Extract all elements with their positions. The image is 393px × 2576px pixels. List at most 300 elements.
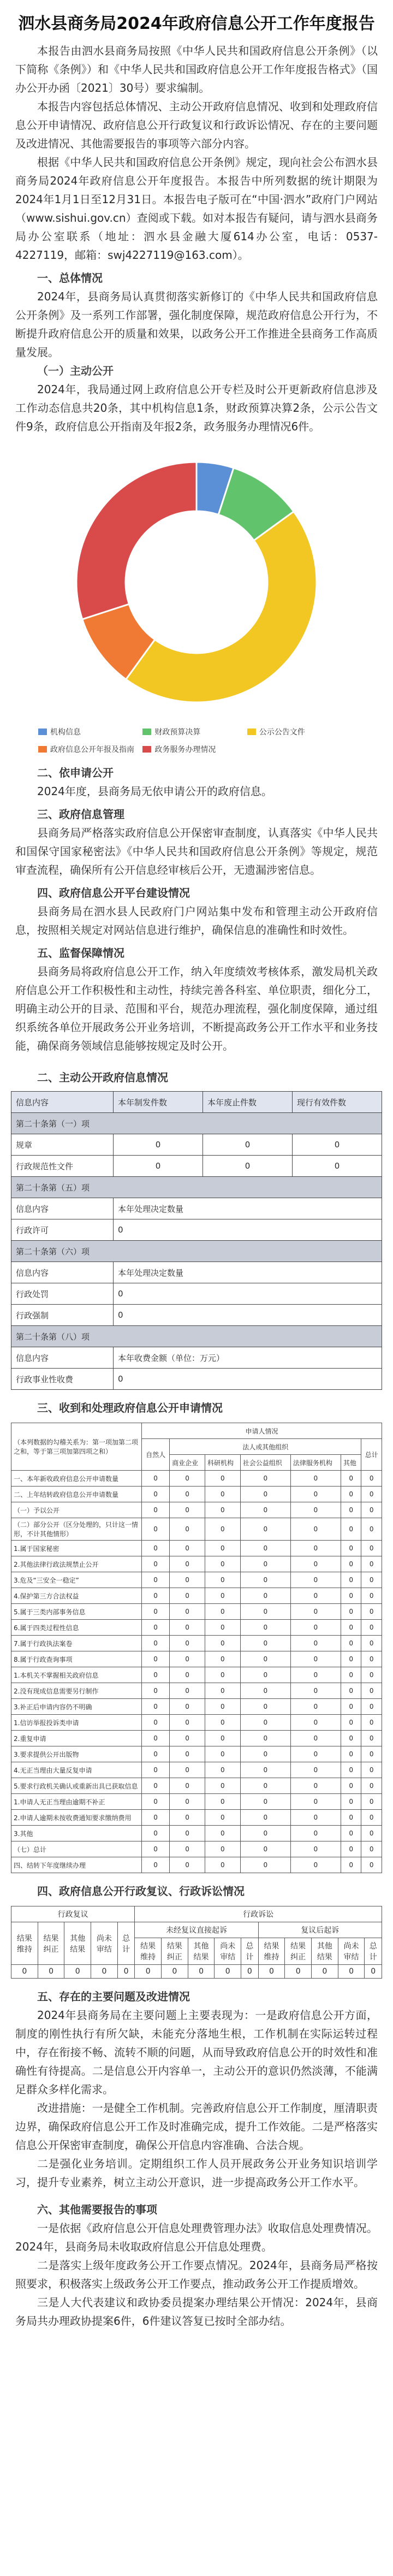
table-header-cell: （本列数据的勾稽关系为：第一项加第二项之和，等于第三项加第四项之和）	[11, 1423, 142, 1471]
intro-block	[0, 42, 393, 264]
table-cell: 0	[205, 1541, 240, 1556]
table-row-label: 5.属于三类内部事务信息	[11, 1604, 142, 1620]
table-header-cell: 自然人	[142, 1439, 170, 1471]
table-cell: 0	[341, 1556, 361, 1572]
table-header-cell: 本年制发件数	[113, 1092, 203, 1113]
other-text: 一是依据《政府信息公开信息处理费管理办法》收取信息处理费情况。2024年，县商务局未收取政府信息公开信息处理费。	[15, 2222, 378, 2253]
table-cell: 0	[290, 1651, 341, 1667]
table-cell: 0	[240, 1471, 290, 1487]
table-cell: 0	[142, 1826, 170, 1841]
table-cell: 0	[240, 1857, 290, 1873]
table-cell: 0	[205, 1518, 240, 1541]
table-row	[11, 1305, 382, 1326]
table-row-label: 1.信访举报投诉类申请	[11, 1715, 142, 1731]
table-cell: 0	[290, 1810, 341, 1826]
table-header-cell: 结果维持	[135, 1938, 162, 1965]
table-cell: 0	[240, 1826, 290, 1841]
table-cell: 0	[64, 1965, 91, 1979]
table-row	[11, 1857, 382, 1873]
table-cell: 0	[142, 1572, 170, 1588]
table-cell: 0	[142, 1588, 170, 1604]
table-header-cell: 未经复议直接起诉	[135, 1922, 258, 1938]
table-cell: 0	[170, 1541, 205, 1556]
table-cell: 0	[290, 1746, 341, 1762]
table-cell: 0	[290, 1683, 341, 1699]
table-row-label: 6.属于四类过程性信息	[11, 1620, 142, 1636]
table-cell: 0	[361, 1731, 382, 1746]
table-header-row	[11, 1092, 382, 1113]
table-header-cell: 尚未审结	[338, 1938, 365, 1965]
table-row	[11, 1667, 382, 1683]
table-cell: 0	[341, 1826, 361, 1841]
legend-item	[142, 744, 247, 755]
table-row	[11, 1487, 382, 1502]
table-row-label: 7.属于行政执法案卷	[11, 1636, 142, 1651]
table-cell: 0	[170, 1762, 205, 1778]
table-cell: 0	[142, 1715, 170, 1731]
table-cell: 0	[142, 1794, 170, 1810]
table-cell: 0	[170, 1636, 205, 1651]
table-header-cell: 社会公益组织	[240, 1455, 290, 1471]
table-cell: 0	[170, 1715, 205, 1731]
table1-title: 二、主动公开政府信息情况	[37, 1071, 168, 1084]
table-row	[11, 1762, 382, 1778]
table-cell: 0	[142, 1683, 170, 1699]
table-cell: 0	[170, 1471, 205, 1487]
pie-slice-政务服务办理情况	[76, 462, 196, 619]
section-mgmt: 三、政府信息管理	[37, 808, 124, 821]
table-group-cell: 第二十条第（一）项	[11, 1113, 382, 1134]
active-text: 2024年，我局通过网上政府信息公开专栏及时公开更新政府信息涉及工作动态信息共20条，其中机构信息1条，财政预算决算2条，公示公告文件9条，政府信息公开指南及年报2条，政务服务办理情况6件。	[15, 383, 378, 433]
legend-item	[142, 726, 247, 737]
table-cell: 0	[205, 1651, 240, 1667]
table-cell: 0	[285, 1965, 312, 1979]
table-cell: 0	[361, 1518, 382, 1541]
table-cell: 0	[290, 1556, 341, 1572]
table-header-cell: 商业企业	[170, 1455, 205, 1471]
table-cell: 行政事业性收费	[11, 1369, 114, 1390]
table-cell: 0	[290, 1620, 341, 1636]
table-group-cell: 第二十条第（五）项	[11, 1177, 382, 1198]
table-cell: 0	[361, 1762, 382, 1778]
table-cell: 0	[361, 1572, 382, 1588]
table-cell: 0	[290, 1857, 341, 1873]
table-cell: 0	[170, 1518, 205, 1541]
chart-legend	[38, 723, 355, 758]
table-cell: 0	[240, 1487, 290, 1502]
table-row	[11, 1219, 382, 1241]
oversight-text: 县商务局将政府信息公开工作，纳入年度绩效考核体系，激发局机关政府信息公开工作积极性和主动性，持续完善各科室、单位职责，细化分工，明确主动公开的目录、范围和平台，规范办理流程，强化制度保障，通过组织系统各单位开展政务公开业务培训，不断提高政务公开工作水平和业务技能，确保商务领域信息能够按规定及时公开。	[15, 965, 378, 1052]
table-header-cell: 其他	[341, 1455, 361, 1471]
table-header-cell: 总计	[117, 1922, 135, 1965]
table-cell: 0	[341, 1857, 361, 1873]
table-cell: 0	[361, 1746, 382, 1762]
table-cell: 0	[170, 1857, 205, 1873]
table-cell: 0	[341, 1699, 361, 1715]
table-cell: 0	[170, 1841, 205, 1857]
table-cell: 0	[341, 1572, 361, 1588]
table-row-label: 3.补正后申请内容仍不明确	[11, 1699, 142, 1715]
table-header-cell: 结果纠正	[162, 1938, 188, 1965]
table-row	[11, 1620, 382, 1636]
table-cell: 0	[361, 1651, 382, 1667]
table-row	[11, 1326, 382, 1347]
table-cell: 0	[170, 1556, 205, 1572]
table-cell: 0	[170, 1810, 205, 1826]
table-cell: 0	[241, 1965, 259, 1979]
table-cell: 0	[341, 1471, 361, 1487]
table-cell: 0	[341, 1841, 361, 1857]
table-cell: 0	[292, 1156, 382, 1177]
table-row-label: 2.申请人逾期未按收费通知要求缴纳费用	[11, 1810, 142, 1826]
table-header-row	[11, 1922, 382, 1938]
table-header-cell: 现行有效件数	[292, 1092, 382, 1113]
table-cell: 0	[240, 1556, 290, 1572]
table-cell: 0	[341, 1541, 361, 1556]
table-row	[11, 1134, 382, 1156]
table-header-cell: 尚未审结	[91, 1922, 118, 1965]
table-cell: 0	[170, 1487, 205, 1502]
table-cell: 0	[205, 1841, 240, 1857]
table-row-label: 二、上年结转政府信息公开申请数量	[11, 1487, 142, 1502]
table-row	[11, 1588, 382, 1604]
section-problems: 五、存在的主要问题及改进情况	[37, 1990, 190, 2003]
table-cell: 0	[341, 1778, 361, 1794]
table-cell: 0	[290, 1572, 341, 1588]
table-row	[11, 1471, 382, 1487]
table-row	[11, 1636, 382, 1651]
intro-paragraph-2: 本报告内容包括总体情况、主动公开政府信息情况、收到和处理政府信息公开申请情况、政府信息公开行政复议和行政诉讼情况、存在的主要问题及改进情况、其他需要报告的事项等六部分内容。	[15, 100, 378, 150]
table-cell: 0	[341, 1794, 361, 1810]
request-text: 2024年度，县商务局无依申请公开的政府信息。	[37, 785, 272, 798]
table-cell: 0	[258, 1965, 285, 1979]
table-cell: 0	[205, 1699, 240, 1715]
table-cell: 0	[188, 1965, 215, 1979]
table-cell: 0	[341, 1620, 361, 1636]
table-cell: 0	[38, 1965, 64, 1979]
table-cell: 0	[205, 1762, 240, 1778]
table-header-cell: 总计	[361, 1439, 382, 1471]
table-cell: 0	[205, 1588, 240, 1604]
table-header-cell: 结果纠正	[38, 1922, 64, 1965]
table-cell: 0	[240, 1746, 290, 1762]
table-row-label: （七）总计	[11, 1841, 142, 1857]
table-header-row	[11, 1423, 382, 1439]
table-cell: 0	[341, 1636, 361, 1651]
table-row	[11, 1113, 382, 1134]
table-cell: 0	[205, 1715, 240, 1731]
active-disclosure-table	[11, 1091, 382, 1390]
table-cell: 0	[361, 1541, 382, 1556]
table-cell: 0	[240, 1636, 290, 1651]
problems-text: 二是强化业务培训。定期组织工作人员开展政务公开业务知识培训学习，提升专业素养，树立主动公开意识，进一步提高政务公开工作水平。	[15, 2157, 378, 2189]
table-cell: 0	[205, 1556, 240, 1572]
table-cell: 0	[142, 1857, 170, 1873]
table-row-label: 2.其他法律行政法规禁止公开	[11, 1556, 142, 1572]
table-cell: 0	[170, 1620, 205, 1636]
table-cell: 0	[170, 1588, 205, 1604]
table-cell: 0	[361, 1778, 382, 1794]
table-cell: 0	[215, 1965, 241, 1979]
table-cell: 0	[113, 1283, 382, 1305]
table-cell: 0	[240, 1651, 290, 1667]
table-cell: 0	[170, 1746, 205, 1762]
table-cell: 0	[290, 1604, 341, 1620]
mgmt-text: 县商务局严格落实政府信息公开保密审查制度，认真落实《中华人民共和国保守国家秘密法》《中华人民共和国政府信息公开条例》等规定，规范审查流程，确保所有公开信息经审核后公开，无遗漏涉密信息。	[15, 826, 378, 877]
table-header-cell: 行政复议	[11, 1906, 135, 1922]
table-cell: 0	[205, 1487, 240, 1502]
table-cell: 0	[290, 1667, 341, 1683]
table-cell: 信息内容	[11, 1262, 114, 1283]
table-header-cell: 结果维持	[11, 1922, 38, 1965]
table-header-cell: 尚未审结	[215, 1938, 241, 1965]
table3-title: 四、政府信息公开行政复议、行政诉讼情况	[37, 1885, 245, 1898]
table-cell: 0	[135, 1965, 162, 1979]
table-cell: 0	[205, 1683, 240, 1699]
table-cell: 0	[361, 1683, 382, 1699]
table-cell: 0	[290, 1518, 341, 1541]
table-cell: 0	[205, 1471, 240, 1487]
table-row-label: 4.无正当理由大量反复申请	[11, 1762, 142, 1778]
table-row	[11, 1699, 382, 1715]
table-cell: 0	[205, 1810, 240, 1826]
table-cell: 0	[290, 1826, 341, 1841]
pie-chart	[33, 446, 360, 719]
table-cell: 0	[361, 1699, 382, 1715]
legend-label: 政府信息公开年报及指南	[50, 745, 134, 754]
table-header-cell: 本年废止件数	[203, 1092, 292, 1113]
table-cell: 0	[113, 1219, 382, 1241]
table-cell: 0	[290, 1699, 341, 1715]
table-cell: 0	[361, 1667, 382, 1683]
table-cell: 0	[290, 1502, 341, 1518]
table-row	[11, 1715, 382, 1731]
table-cell: 0	[142, 1667, 170, 1683]
table-cell: 0	[341, 1651, 361, 1667]
table-cell: 0	[361, 1841, 382, 1857]
section-other: 六、其他需要报告的事项	[37, 2203, 157, 2216]
table-row	[11, 1156, 382, 1177]
table-cell: 0	[142, 1471, 170, 1487]
table-header-cell: 其他结果	[188, 1938, 215, 1965]
problems-block	[15, 2006, 378, 2192]
table-row	[11, 1556, 382, 1572]
legend-item	[38, 726, 142, 737]
table-cell: 0	[205, 1572, 240, 1588]
section-platform: 四、政府信息公开平台建设情况	[37, 886, 190, 899]
table-cell: 0	[240, 1588, 290, 1604]
problems-text: 改进措施：一是健全工作机制。完善政府信息公开工作制度，厘清职责边界，确保政府信息公开工作及时准确完成，提升工作效能。二是严格落实信息公开保密审查制度，确保公开信息内容准确、合法合规。	[15, 2101, 378, 2152]
table-cell: 0	[341, 1487, 361, 1502]
overview-text: 2024年，县商务局认真贯彻落实新修订的《中华人民共和国政府信息公开条例》及一系列工作部署，强化制度保障，规范政府信息公开行为，不断提升政府信息公开的质量和效果，以政务公开工作推进全县商务工作高质量发展。	[15, 290, 378, 359]
table-group-cell: 第二十条第（六）项	[11, 1241, 382, 1262]
table-cell: 0	[205, 1502, 240, 1518]
table-cell: 0	[240, 1841, 290, 1857]
application-table	[11, 1423, 382, 1873]
table-cell: 0	[240, 1683, 290, 1699]
table-cell: 0	[205, 1620, 240, 1636]
table-row	[11, 1810, 382, 1826]
table-cell: 0	[290, 1841, 341, 1857]
table-cell: 0	[142, 1502, 170, 1518]
table-cell: 0	[91, 1965, 118, 1979]
table-cell: 0	[290, 1471, 341, 1487]
table-header-cell: 行政诉讼	[135, 1906, 382, 1922]
table-row	[11, 1541, 382, 1556]
table-row	[11, 1198, 382, 1219]
legend-swatch	[247, 729, 256, 735]
table-cell: 行政强制	[11, 1305, 114, 1326]
table-cell: 0	[361, 1588, 382, 1604]
table-header-cell: 结果纠正	[285, 1938, 312, 1965]
table-cell: 0	[170, 1667, 205, 1683]
table-header-row	[11, 1906, 382, 1922]
table-row-label: 5.要求行政机关确认或重新出具已获取信息	[11, 1778, 142, 1794]
table-cell: 0	[290, 1715, 341, 1731]
table-cell: 0	[341, 1683, 361, 1699]
table-row-label: 1.本机关不掌握相关政府信息	[11, 1667, 142, 1683]
table-cell: 0	[361, 1604, 382, 1620]
table-row	[11, 1283, 382, 1305]
table-cell: 0	[142, 1620, 170, 1636]
table-cell: 0	[341, 1731, 361, 1746]
table-row-label: 1.申请人无正当理由逾期不补正	[11, 1794, 142, 1810]
table-cell: 0	[142, 1487, 170, 1502]
table-cell: 0	[312, 1965, 338, 1979]
table-cell: 0	[341, 1810, 361, 1826]
table-row	[11, 1746, 382, 1762]
table-row	[11, 1262, 382, 1283]
legend-label: 机构信息	[50, 728, 81, 737]
table-cell: 0	[170, 1651, 205, 1667]
table-cell: 0	[142, 1518, 170, 1541]
table-header-cell: 其他结果	[64, 1922, 91, 1965]
table-cell: 0	[205, 1604, 240, 1620]
table-row	[11, 1241, 382, 1262]
table-cell: 行政处罚	[11, 1283, 114, 1305]
table-header-cell: 总计	[365, 1938, 382, 1965]
table-cell: 0	[170, 1826, 205, 1841]
table-cell: 0	[290, 1541, 341, 1556]
table-cell: 0	[361, 1620, 382, 1636]
table-cell: 本年处理决定数量	[113, 1198, 382, 1219]
table-cell: 0	[142, 1841, 170, 1857]
table-cell: 0	[290, 1636, 341, 1651]
table-cell: 0	[240, 1518, 290, 1541]
table-cell: 0	[240, 1778, 290, 1794]
table-cell: 0	[240, 1667, 290, 1683]
table-row-label: 2.没有现成信息需要另行制作	[11, 1683, 142, 1699]
table-cell: 0	[290, 1778, 341, 1794]
table-row	[11, 1369, 382, 1390]
table-cell: 0	[170, 1794, 205, 1810]
table-row	[11, 1841, 382, 1857]
table-cell: 0	[113, 1134, 203, 1156]
table-cell: 0	[142, 1746, 170, 1762]
table-cell: 0	[365, 1965, 382, 1979]
section-request: 二、依申请公开	[37, 766, 114, 779]
table-cell: 0	[170, 1604, 205, 1620]
table-cell: 行政规范性文件	[11, 1156, 114, 1177]
review-litigation-table	[11, 1906, 382, 1979]
legend-swatch	[38, 729, 47, 735]
table-cell: 0	[170, 1731, 205, 1746]
table-cell: 0	[113, 1305, 382, 1326]
table-cell: 0	[240, 1604, 290, 1620]
legend-item	[38, 744, 142, 755]
table-cell: 0	[341, 1604, 361, 1620]
table-cell: 0	[142, 1556, 170, 1572]
table-header-cell: 申请人情况	[142, 1423, 382, 1439]
legend-label: 财政预算决算	[154, 728, 201, 737]
table-cell: 0	[142, 1731, 170, 1746]
legend-swatch	[142, 746, 151, 753]
table-cell: 0	[203, 1156, 292, 1177]
table-cell: 0	[240, 1731, 290, 1746]
table-row	[11, 1731, 382, 1746]
table-cell: 0	[240, 1699, 290, 1715]
table-row-label: 2.重复申请	[11, 1731, 142, 1746]
table-header-cell: 结果维持	[258, 1938, 285, 1965]
table-header-cell: 信息内容	[11, 1092, 114, 1113]
table-row	[11, 1572, 382, 1588]
table-cell: 0	[292, 1134, 382, 1156]
table-cell: 0	[290, 1588, 341, 1604]
table-row-label: 1.属于国家秘密	[11, 1541, 142, 1556]
other-text: 三是人大代表建议和政协委员提案办理结果公开情况：2024年，县商务局共办理政协提案6件，6件建议答复已按时全部办结。	[15, 2296, 378, 2328]
table-cell: 0	[361, 1636, 382, 1651]
table-cell: 0	[338, 1965, 365, 1979]
table-cell: 0	[162, 1965, 188, 1979]
other-text: 二是落实上级年度政务公开工作要点情况。2024年，县商务局严格按照要求，积极落实上级政务公开工作要点，推动政务公开工作提质增效。	[15, 2259, 378, 2290]
section-active: （一）主动公开	[37, 364, 114, 377]
table-header-cell: 法律服务机构	[290, 1455, 341, 1471]
table-row-label: （一）予以公开	[11, 1502, 142, 1518]
table2-title: 三、收到和处理政府信息公开申请情况	[37, 1401, 223, 1414]
pie-slice-公示公告文件	[126, 512, 317, 702]
table-cell: 0	[117, 1965, 135, 1979]
table-cell: 0	[240, 1794, 290, 1810]
table-cell: 0	[240, 1715, 290, 1731]
table-cell: 0	[361, 1715, 382, 1731]
platform-text: 县商务局在泗水县人民政府门户网站集中发布和管理主动公开政府信息，按照相关规定对网站信息进行维护，确保信息的准确性和时效性。	[15, 905, 378, 937]
table-cell: 0	[142, 1636, 170, 1651]
legend-label: 政务服务办理情况	[154, 745, 216, 754]
table-cell: 信息内容	[11, 1347, 114, 1369]
table-cell: 0	[240, 1762, 290, 1778]
table-cell: 0	[205, 1667, 240, 1683]
table-header-cell: 科研机构	[205, 1455, 240, 1471]
table-cell: 0	[142, 1699, 170, 1715]
table-cell: 0	[361, 1502, 382, 1518]
table-cell: 0	[341, 1588, 361, 1604]
table-cell: 0	[113, 1156, 203, 1177]
table-cell: 0	[170, 1572, 205, 1588]
table-cell: 0	[341, 1667, 361, 1683]
table-cell: 0	[240, 1541, 290, 1556]
table-cell: 0	[361, 1826, 382, 1841]
table-cell: 0	[240, 1810, 290, 1826]
table-cell: 0	[205, 1778, 240, 1794]
table-cell: 0	[290, 1762, 341, 1778]
section-overview: 一、总体情况	[37, 271, 103, 285]
table-row	[11, 1965, 382, 1979]
intro-paragraph-3: 根据《中华人民共和国政府信息公开条例》规定，现向社会公布泗水县商务局2024年政府信息公开年度报告。本报告中所列数据的统计期限为2024年1月1日至12月31日。本报告电子版可在“中国·泗水”政府门户网站（www.sishui.gov.cn）查阅或下载。如对本报告有疑问，请与泗水县商务局办公室联系（地址：泗水县金融大厦614办公室，电话：0537-4227119，邮箱：swj4227119@163.com）。	[15, 156, 378, 262]
table-cell: 0	[341, 1762, 361, 1778]
table-cell: 0	[240, 1620, 290, 1636]
table-row	[11, 1794, 382, 1810]
table-cell: 本年处理决定数量	[113, 1262, 382, 1283]
